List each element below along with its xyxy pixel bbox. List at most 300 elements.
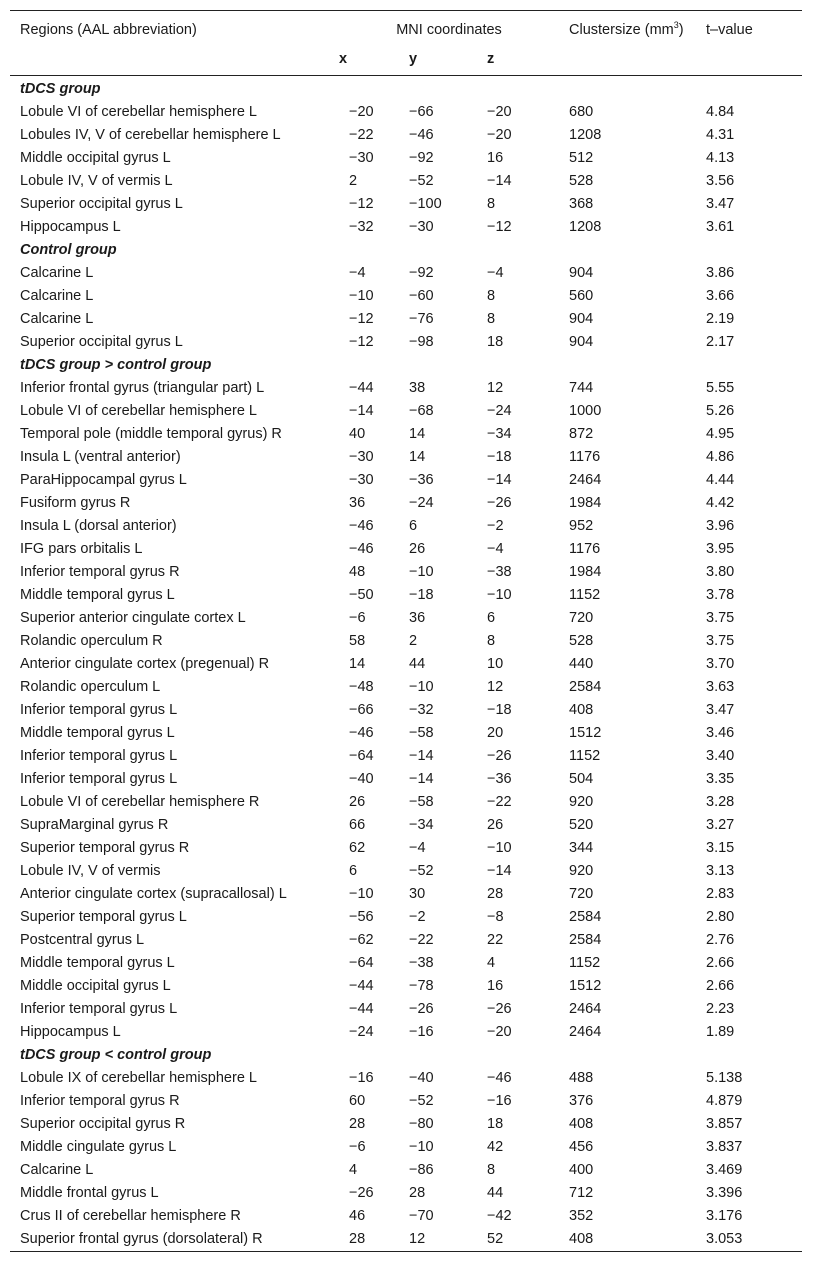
cell-region: Middle occipital gyrus L [20, 150, 171, 166]
cell-tvalue: 3.66 [706, 288, 735, 304]
table-row [10, 377, 802, 400]
cell-x: 6 [349, 863, 358, 879]
cell-region: Insula L (ventral anterior) [20, 449, 181, 465]
cell-tvalue: 3.47 [706, 702, 735, 718]
group-title: Control group [20, 242, 117, 258]
cell-clustersize: 1984 [569, 564, 602, 580]
cell-region: Lobule IV, V of vermis [20, 863, 161, 879]
group-title: tDCS group > control group [20, 357, 212, 373]
table-body [10, 76, 802, 1252]
cell-z: 8 [487, 311, 496, 327]
cell-z: 22 [487, 932, 504, 948]
cell-x: −44 [349, 1001, 374, 1017]
cell-clustersize: 344 [569, 840, 594, 856]
cell-z: −20 [487, 127, 512, 143]
cell-y: −86 [409, 1162, 434, 1178]
cell-x: −6 [349, 610, 366, 626]
cell-y: −92 [409, 150, 434, 166]
cell-z: −18 [487, 449, 512, 465]
cell-x: −46 [349, 518, 374, 534]
cell-region: Inferior temporal gyrus L [20, 748, 178, 764]
cell-x: −24 [349, 1024, 374, 1040]
table-row [10, 584, 802, 607]
cell-y: −58 [409, 725, 434, 741]
table-row [10, 768, 802, 791]
header-blank-3 [706, 44, 802, 76]
cell-tvalue: 3.75 [706, 610, 735, 626]
table-row [10, 1021, 802, 1044]
cell-clustersize: 512 [569, 150, 594, 166]
table-row [10, 446, 802, 469]
cell-z: −26 [487, 1001, 512, 1017]
cell-y: −10 [409, 564, 434, 580]
cell-z: −14 [487, 863, 512, 879]
header-x: x [339, 44, 409, 76]
cell-tvalue: 4.42 [706, 495, 735, 511]
cell-clustersize: 1176 [569, 541, 601, 557]
group-title: tDCS group [20, 81, 101, 97]
table-row [10, 1090, 802, 1113]
cell-z: 16 [487, 150, 504, 166]
cell-y: −18 [409, 587, 434, 603]
cell-region: Inferior temporal gyrus L [20, 702, 178, 718]
cell-y: −16 [409, 1024, 434, 1040]
cell-x: −66 [349, 702, 374, 718]
cell-region: Middle temporal gyrus L [20, 725, 175, 741]
table-row [10, 814, 802, 837]
cell-region: Superior temporal gyrus R [20, 840, 190, 856]
cell-y: −60 [409, 288, 434, 304]
cell-region: Rolandic operculum R [20, 633, 163, 649]
table-row [10, 469, 802, 492]
cell-region: Middle occipital gyrus L [20, 978, 171, 994]
cell-y: −34 [409, 817, 434, 833]
cell-clustersize: 488 [569, 1070, 594, 1086]
table-row [10, 653, 802, 676]
cell-z: −38 [487, 564, 512, 580]
table-row [10, 1228, 802, 1252]
cell-x: −10 [349, 886, 374, 902]
table-row [10, 561, 802, 584]
table-header [10, 11, 802, 76]
cell-y: −46 [409, 127, 434, 143]
cell-z: 18 [487, 334, 504, 350]
cell-z: −10 [487, 840, 512, 856]
cell-x: −48 [349, 679, 374, 695]
cell-z: 20 [487, 725, 504, 741]
cell-tvalue: 3.61 [706, 219, 735, 235]
cell-y: 36 [409, 610, 426, 626]
results-table-container [10, 10, 802, 1252]
table-row [10, 101, 802, 124]
cell-region: Lobules IV, V of cerebellar hemisphere L [20, 127, 281, 143]
cell-region: Crus II of cerebellar hemisphere R [20, 1208, 241, 1224]
header-y: y [409, 44, 487, 76]
cell-x: 4 [349, 1162, 358, 1178]
table-row [10, 1205, 802, 1228]
cell-clustersize: 952 [569, 518, 594, 534]
cell-region: Calcarine L [20, 311, 94, 327]
header-regions: Regions (AAL abbreviation) [10, 11, 339, 45]
results-table [10, 10, 802, 1252]
cell-y: 2 [409, 633, 418, 649]
cell-y: −52 [409, 173, 434, 189]
cell-clustersize: 744 [569, 380, 594, 396]
cell-z: 8 [487, 633, 496, 649]
cell-x: −20 [349, 104, 374, 120]
cell-tvalue: 3.469 [706, 1162, 743, 1178]
cell-region: Anterior cingulate cortex (pregenual) R [20, 656, 270, 672]
cell-x: −10 [349, 288, 374, 304]
cell-z: −18 [487, 702, 512, 718]
cell-region: Hippocampus L [20, 1024, 121, 1040]
cell-x: −32 [349, 219, 374, 235]
cell-x: −22 [349, 127, 374, 143]
cell-clustersize: 904 [569, 311, 594, 327]
cell-x: −46 [349, 541, 374, 557]
cell-region: Middle temporal gyrus L [20, 955, 175, 971]
cell-y: −76 [409, 311, 434, 327]
cell-y: −4 [409, 840, 426, 856]
cell-y: −10 [409, 1139, 434, 1155]
table-row [10, 216, 802, 239]
cell-clustersize: 920 [569, 794, 594, 810]
cell-clustersize: 368 [569, 196, 594, 212]
cell-clustersize: 920 [569, 863, 594, 879]
cell-x: −12 [349, 196, 374, 212]
cell-x: −16 [349, 1070, 374, 1086]
table-row [10, 308, 802, 331]
cell-region: Lobule VI of cerebellar hemisphere L [20, 403, 257, 419]
cell-tvalue: 3.176 [706, 1208, 743, 1224]
cell-z: 4 [487, 955, 496, 971]
cell-tvalue: 2.17 [706, 334, 735, 350]
cell-clustersize: 1208 [569, 127, 602, 143]
cell-z: −16 [487, 1093, 512, 1109]
cell-tvalue: 3.80 [706, 564, 735, 580]
cell-clustersize: 440 [569, 656, 594, 672]
cell-z: −8 [487, 909, 504, 925]
cell-region: Middle temporal gyrus L [20, 587, 175, 603]
cell-z: −12 [487, 219, 512, 235]
cell-y: −52 [409, 1093, 434, 1109]
cell-x: −40 [349, 771, 374, 787]
cell-region: Middle frontal gyrus L [20, 1185, 159, 1201]
cell-tvalue: 4.13 [706, 150, 735, 166]
table-row [10, 699, 802, 722]
cell-clustersize: 1152 [569, 587, 601, 603]
cell-y: −36 [409, 472, 434, 488]
table-row [10, 860, 802, 883]
cell-region: Anterior cingulate cortex (supracallosal) L [20, 886, 287, 902]
cell-clustersize: 1000 [569, 403, 602, 419]
cell-z: −10 [487, 587, 512, 603]
cell-clustersize: 376 [569, 1093, 594, 1109]
table-row [10, 998, 802, 1021]
cell-clustersize: 520 [569, 817, 594, 833]
cell-clustersize: 720 [569, 886, 594, 902]
group-header-row [10, 1044, 802, 1067]
cell-clustersize: 1152 [569, 748, 601, 764]
cell-x: 26 [349, 794, 366, 810]
cell-tvalue: 2.19 [706, 311, 735, 327]
cell-x: −50 [349, 587, 374, 603]
cell-y: −30 [409, 219, 434, 235]
cell-tvalue: 3.63 [706, 679, 735, 695]
table-row [10, 745, 802, 768]
cell-y: −40 [409, 1070, 434, 1086]
cell-x: −12 [349, 334, 374, 350]
cell-tvalue: 3.28 [706, 794, 735, 810]
cell-y: 14 [409, 426, 426, 442]
cell-region: Inferior temporal gyrus R [20, 564, 180, 580]
cell-y: −2 [409, 909, 426, 925]
cell-clustersize: 528 [569, 173, 594, 189]
cell-y: −66 [409, 104, 434, 120]
cell-tvalue: 3.27 [706, 817, 735, 833]
cell-clustersize: 1984 [569, 495, 602, 511]
cell-y: 26 [409, 541, 426, 557]
table-row [10, 147, 802, 170]
cell-z: −36 [487, 771, 512, 787]
group-header-row [10, 354, 802, 377]
cell-region: Inferior frontal gyrus (triangular part) L [20, 380, 265, 396]
table-row [10, 1067, 802, 1090]
cell-region: Postcentral gyrus L [20, 932, 145, 948]
cell-x: −62 [349, 932, 374, 948]
cell-tvalue: 3.70 [706, 656, 735, 672]
table-row [10, 975, 802, 998]
cell-region: Lobule VI of cerebellar hemisphere R [20, 794, 260, 810]
cell-x: −6 [349, 1139, 366, 1155]
cell-tvalue: 3.053 [706, 1228, 802, 1252]
cell-x: −30 [349, 472, 374, 488]
cell-clustersize: 904 [569, 334, 594, 350]
cell-region: Temporal pole (middle temporal gyrus) R [20, 426, 282, 442]
cell-clustersize: 872 [569, 426, 594, 442]
table-row [10, 791, 802, 814]
cell-tvalue: 5.138 [706, 1070, 743, 1086]
cell-x: 48 [349, 564, 366, 580]
cell-clustersize: 1152 [569, 955, 601, 971]
cell-z: 10 [487, 656, 504, 672]
cell-z: −22 [487, 794, 512, 810]
table-row [10, 630, 802, 653]
cell-y: −32 [409, 702, 434, 718]
cell-z: −2 [487, 518, 504, 534]
table-row [10, 1113, 802, 1136]
cell-tvalue: 4.31 [706, 127, 735, 143]
cell-y: −14 [409, 748, 434, 764]
cell-clustersize: 2464 [569, 472, 602, 488]
cell-tvalue: 3.396 [706, 1185, 743, 1201]
cell-clustersize: 352 [569, 1208, 594, 1224]
table-row [10, 423, 802, 446]
cell-region: Insula L (dorsal anterior) [20, 518, 177, 534]
cell-clustersize: 1176 [569, 449, 601, 465]
cell-region: Hippocampus L [20, 219, 121, 235]
cell-clustersize: 1512 [569, 978, 602, 994]
cell-clustersize: 1208 [569, 219, 602, 235]
cell-tvalue: 3.95 [706, 541, 735, 557]
cell-tvalue: 3.837 [706, 1139, 743, 1155]
cell-tvalue: 4.95 [706, 426, 735, 442]
header-row-2 [10, 44, 802, 76]
cell-z: −46 [487, 1070, 512, 1086]
cell-clustersize: 408 [569, 1116, 594, 1132]
cell-region: Lobule IV, V of vermis L [20, 173, 173, 189]
cell-z: −20 [487, 1024, 512, 1040]
cell-z: −4 [487, 265, 504, 281]
cell-tvalue: 3.86 [706, 265, 735, 281]
cell-x: 40 [349, 426, 366, 442]
cell-region: Rolandic operculum L [20, 679, 161, 695]
cell-x: 28 [349, 1116, 366, 1132]
cell-tvalue: 3.47 [706, 196, 735, 212]
cell-x: 14 [349, 656, 366, 672]
table-row [10, 331, 802, 354]
cell-clustersize: 456 [569, 1139, 594, 1155]
cell-region: Lobule VI of cerebellar hemisphere L [20, 104, 257, 120]
cell-x: −46 [349, 725, 374, 741]
cell-y: −10 [409, 679, 434, 695]
group-header-row [10, 76, 802, 102]
cell-x: 58 [349, 633, 366, 649]
cell-clustersize: 680 [569, 104, 594, 120]
cell-x: −56 [349, 909, 374, 925]
table-row [10, 193, 802, 216]
cell-x: −4 [349, 265, 366, 281]
cell-tvalue: 2.76 [706, 932, 735, 948]
header-clustersize [559, 11, 706, 45]
cell-clustersize: 528 [569, 633, 594, 649]
table-row [10, 952, 802, 975]
table-row [10, 837, 802, 860]
cell-region: Lobule IX of cerebellar hemisphere L [20, 1070, 257, 1086]
cell-z: 8 [487, 1162, 496, 1178]
cell-z: 18 [487, 1116, 504, 1132]
header-blank-1 [10, 44, 339, 76]
cell-y: −38 [409, 955, 434, 971]
cell-z: −14 [487, 472, 512, 488]
cell-region: SupraMarginal gyrus R [20, 817, 169, 833]
cell-tvalue: 3.75 [706, 633, 735, 649]
cell-z: 12 [487, 380, 504, 396]
cell-clustersize: 504 [569, 771, 594, 787]
cell-y: 6 [409, 518, 418, 534]
cell-z: 52 [487, 1228, 559, 1252]
cell-clustersize: 2584 [569, 909, 602, 925]
cell-tvalue: 2.66 [706, 955, 735, 971]
group-title: tDCS group < control group [20, 1047, 212, 1063]
cell-z: −4 [487, 541, 504, 557]
cell-z: −26 [487, 748, 512, 764]
cell-tvalue: 3.46 [706, 725, 735, 741]
cell-y: −100 [409, 196, 442, 212]
cell-y: −26 [409, 1001, 434, 1017]
cell-x: 36 [349, 495, 366, 511]
cell-tvalue: 3.40 [706, 748, 735, 764]
cell-x: 46 [349, 1208, 366, 1224]
cell-y: −70 [409, 1208, 434, 1224]
table-row [10, 883, 802, 906]
cell-y: 30 [409, 886, 426, 902]
table-row [10, 262, 802, 285]
cell-y: −52 [409, 863, 434, 879]
cell-tvalue: 2.66 [706, 978, 735, 994]
cell-y: 44 [409, 656, 426, 672]
cell-region: Calcarine L [20, 265, 94, 281]
table-row [10, 515, 802, 538]
cell-z: −42 [487, 1208, 512, 1224]
cell-z: −20 [487, 104, 512, 120]
cell-clustersize: 712 [569, 1185, 594, 1201]
cell-y: −58 [409, 794, 434, 810]
cell-y: −68 [409, 403, 434, 419]
table-row [10, 1159, 802, 1182]
cell-region: IFG pars orbitalis L [20, 541, 143, 557]
cell-x: −30 [349, 449, 374, 465]
cell-tvalue: 4.879 [706, 1093, 743, 1109]
header-row-1 [10, 11, 802, 45]
cell-clustersize: 2464 [569, 1024, 602, 1040]
table-row [10, 170, 802, 193]
cell-clustersize: 1512 [569, 725, 602, 741]
cell-x: −12 [349, 311, 374, 327]
cell-z: −24 [487, 403, 512, 419]
cell-clustersize: 560 [569, 288, 594, 304]
cell-y: −24 [409, 495, 434, 511]
cell-clustersize: 904 [569, 265, 594, 281]
cell-clustersize: 720 [569, 610, 594, 626]
cell-z: 42 [487, 1139, 504, 1155]
cell-y: 14 [409, 449, 426, 465]
cell-y: −80 [409, 1116, 434, 1132]
cell-y: 38 [409, 380, 426, 396]
cell-clustersize: 2464 [569, 1001, 602, 1017]
cell-x: −44 [349, 380, 374, 396]
table-row [10, 538, 802, 561]
table-row [10, 400, 802, 423]
cell-y: 12 [409, 1228, 487, 1252]
header-tvalue: t–value [706, 11, 802, 45]
cell-z: 12 [487, 679, 504, 695]
cell-y: −78 [409, 978, 434, 994]
cell-tvalue: 3.857 [706, 1116, 743, 1132]
cell-tvalue: 5.26 [706, 403, 735, 419]
table-row [10, 676, 802, 699]
cell-z: 28 [487, 886, 504, 902]
table-row [10, 722, 802, 745]
cell-region: Inferior temporal gyrus L [20, 1001, 178, 1017]
cell-z: 6 [487, 610, 496, 626]
cell-x: −26 [349, 1185, 374, 1201]
cell-x: −30 [349, 150, 374, 166]
cell-z: 44 [487, 1185, 504, 1201]
cell-x: −44 [349, 978, 374, 994]
cell-region: Superior occipital gyrus L [20, 334, 183, 350]
cell-z: −34 [487, 426, 512, 442]
cell-region: Superior anterior cingulate cortex L [20, 610, 246, 626]
cell-tvalue: 4.86 [706, 449, 735, 465]
cell-region: Inferior temporal gyrus L [20, 771, 178, 787]
cell-region: ParaHippocampal gyrus L [20, 472, 187, 488]
cell-tvalue: 3.96 [706, 518, 735, 534]
cell-z: 8 [487, 196, 496, 212]
cell-x: 60 [349, 1093, 366, 1109]
cell-clustersize: 2584 [569, 679, 602, 695]
cell-tvalue: 3.78 [706, 587, 735, 603]
